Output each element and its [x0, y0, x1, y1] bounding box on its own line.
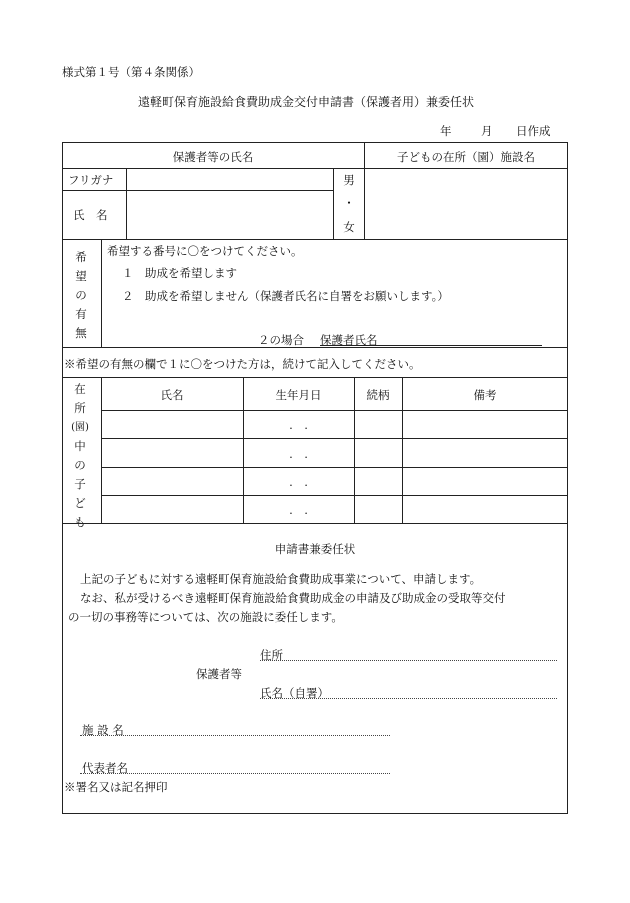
- line: [62, 239, 568, 240]
- delegation-paragraph-2a: なお、私が受けるべき遠軽町保育施設給食費助成金の申請及び助成金の受取等交付: [80, 591, 506, 605]
- furigana-label: フリガナ: [68, 173, 114, 187]
- guardian-label: 保護者等: [196, 667, 242, 681]
- name-label: 氏 名: [73, 208, 108, 222]
- col-name: 氏名: [160, 388, 184, 402]
- hope-side-label: 希望の有無: [75, 250, 87, 340]
- gender-separator: ・: [343, 196, 355, 210]
- line: [101, 495, 568, 496]
- representative-label: 代表者名: [82, 761, 128, 775]
- col-relation: 続柄: [366, 388, 390, 402]
- birthdate-row-3[interactable]: . .: [289, 475, 308, 489]
- line: [101, 239, 102, 347]
- line: [62, 523, 568, 524]
- form-number: 様式第１号（第４条関係）: [62, 65, 200, 79]
- case-2-label: ２の場合: [258, 333, 304, 347]
- date-day: 日作成: [516, 124, 551, 138]
- delegation-paragraph-1: 上記の子どもに対する遠軽町保育施設給食費助成事業について、申請します。: [80, 572, 482, 586]
- line: [101, 467, 568, 468]
- line: [101, 410, 568, 411]
- facility-name-field[interactable]: [365, 169, 567, 238]
- signature-line[interactable]: [260, 698, 557, 699]
- birthdate-row-1[interactable]: . .: [289, 418, 308, 432]
- address-label: 住所: [260, 648, 283, 662]
- representative-line[interactable]: [80, 773, 390, 774]
- col-remarks: 備考: [473, 388, 497, 402]
- address-line[interactable]: [260, 660, 557, 661]
- facility-line[interactable]: [80, 735, 390, 736]
- delegation-heading: 申請書兼委任状: [274, 542, 356, 556]
- hope-option-2[interactable]: ２ 助成を希望しません（保護者氏名に自署をお願いします。）: [122, 289, 449, 303]
- date-month: 月: [481, 124, 493, 138]
- date-year: 年: [440, 124, 452, 138]
- hope-instruction: 希望する番号に〇をつけてください。: [107, 244, 303, 258]
- line: [62, 377, 568, 378]
- header-guardian-name: 保護者等の氏名: [172, 150, 254, 164]
- signature-label: 氏名（自署）: [260, 686, 329, 700]
- col-birthdate: 生年月日: [275, 388, 322, 402]
- furigana-field[interactable]: [127, 169, 332, 189]
- stamp-note: ※署名又は記名押印: [64, 780, 168, 794]
- delegation-paragraph-2b: の一切の事務等については、次の施設に委任します。: [68, 610, 343, 624]
- gender-female[interactable]: 女: [343, 220, 355, 234]
- document-title: 遠軽町保育施設給食費助成金交付申請書（保護者用）兼委任状: [138, 95, 475, 109]
- continue-note: ※希望の有無の欄で１に〇をつけた方は，続けて記入してください。: [64, 357, 421, 371]
- children-side-label: 在所 (園) 中の子ども: [71, 382, 89, 529]
- birthdate-row-2[interactable]: . .: [289, 447, 308, 461]
- guardian-name-field[interactable]: [127, 191, 332, 238]
- gender-male[interactable]: 男: [343, 173, 355, 187]
- hope-option-1[interactable]: １ 助成を希望します: [122, 266, 237, 280]
- guardian-name-label: 保護者氏名: [320, 333, 378, 347]
- guardian-signature-line[interactable]: [320, 345, 542, 346]
- header-facility-name: 子どもの在所（園）施設名: [397, 150, 535, 164]
- line: [101, 438, 568, 439]
- facility-label: 施 設 名: [82, 723, 124, 737]
- birthdate-row-4[interactable]: . .: [289, 503, 308, 517]
- line: [62, 347, 568, 348]
